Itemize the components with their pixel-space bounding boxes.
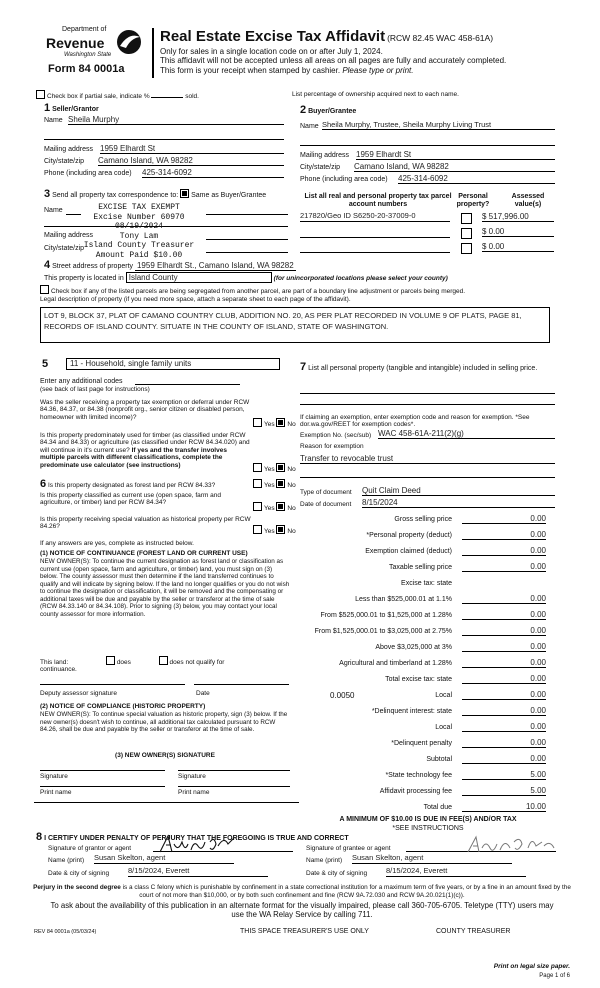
sec5-q2-answers [253,463,296,473]
header-line-1: Only for sales in a single location code on or after July 1, 2024. [160,47,383,57]
deputy-signature-line[interactable] [40,684,185,685]
notice-2-text: NEW OWNER(S): To continue special valuation as historic property, sign (3) below. If the new owner(s) doesn't wish to continue, all additional tax calculated pursuant to RCW 84.26, shall be due and payable by the seller or transferor at the time of sale. [40,711,288,734]
sec5-q2 [40,432,252,469]
assessed-value-field[interactable]: $ 0.00 [482,227,554,237]
calc-label: Less than $525,000.01 at 1.1% [355,596,452,603]
calc-row [296,802,556,817]
calc-row [296,754,556,769]
doc-type-row [300,486,555,496]
does-label: does [116,659,131,666]
street-label: Street address of property [52,263,134,270]
parcel-row [300,227,560,239]
segregate-label: Check box if any of the listed parcels are being segregated from another parcel, are part of a boundary line adjustment or parcels being merged. [51,288,466,295]
yes-checkbox[interactable] [253,463,262,472]
calc-value[interactable]: 10.00 [462,802,546,812]
doc-date-label: Date of document [300,501,352,508]
corr-name-label: Name [44,207,63,214]
seller-mailing-label: Mailing address [44,145,94,153]
stamp-line: Amount Paid $10.00 [95,250,183,260]
calc-label: Local [435,692,452,699]
sec6-q3: Is this property receiving special valuation as historical property per RCW 84.26? [40,516,251,531]
type-note: Please type or print. [342,65,414,75]
page-number: Page 1 of 6 [539,973,570,979]
this-land-label: This land: [40,659,69,666]
section-2-number: 2 [300,104,307,116]
calc-label: *State technology fee [385,772,452,779]
sec5-q2-text: Is this property predominately used for timber (as classified under RCW 84.34 and 84.33) or agriculture (as classified under RCW 84.34.020) and will continue in it's current use? [40,432,250,454]
exemption-text: If claiming an exemption, enter exemption code and reason for exemption. *See dor.wa.gov/REET for exemption codes*. [300,414,530,429]
no-checkbox[interactable] [276,502,285,511]
header-line-3 [160,66,580,75]
assessed-value-field[interactable]: $ 517,996.00 [482,212,554,222]
calc-value[interactable]: 0.00 [462,626,546,636]
sec5-q1: Was the seller receiving a property tax exemption or deferral under RCW 84.36, 84.37, or 84.38 (nonprofit org., senior citizen or disabled person, homeowner with limited income)? [40,399,250,421]
seller-city-field[interactable]: Camano Island, WA 98282 [98,156,284,166]
county-select[interactable]: Island County [126,272,272,283]
partial-percent-field[interactable] [151,97,183,98]
yes-label: Yes [264,466,275,473]
calc-row [296,578,556,593]
rev-label: REV 84 0001a (05/03/24) [34,929,97,935]
no-label: No [287,505,296,512]
dept-sub: Washington State [64,52,112,58]
legal-description-field[interactable] [40,307,550,343]
buyer-title: Buyer/Grantee [308,108,357,115]
calc-row [296,642,556,657]
continuance-label: continuance. [40,666,77,674]
buyer-phone-field[interactable]: 425-314-6092 [398,174,555,184]
yes-checkbox[interactable] [253,479,262,488]
calc-value[interactable]: 0.00 [462,690,546,700]
owner-print-line-1[interactable] [40,786,165,787]
buyer-section [300,104,555,188]
same-as-buyer-label: Same as Buyer/Grantee [191,192,267,199]
partial-sold-label: sold. [185,93,199,100]
calc-label: *Personal property (deduct) [366,532,452,539]
corr-city-line [206,252,288,253]
parcel-number-field[interactable] [300,242,450,253]
buyer-mailing-field[interactable]: 1959 Elhardt St [356,150,555,160]
section-6-number: 6 [40,478,47,490]
minimum-note: A MINIMUM OF $10.00 IS DUE IN FEE(S) AND/OR TAX [339,816,517,823]
calc-label: Local [435,724,452,731]
no-checkbox[interactable] [276,525,285,534]
see-instructions: *SEE INSTRUCTIONS [392,825,464,832]
seller-section [44,102,284,182]
dept-main: Revenue [46,35,105,51]
assessed-value-field[interactable]: $ 0.00 [482,242,554,252]
doc-type-label: Type of document [300,489,352,496]
calc-value[interactable]: 0.00 [462,562,546,572]
no-label: No [287,421,296,428]
seller-phone-label: Phone (including area code) [44,169,132,177]
local-rate: 0.0050 [330,691,355,700]
section-3-number: 3 [44,188,51,200]
yes-checkbox[interactable] [253,418,262,427]
personal-property-checkbox[interactable] [461,213,472,224]
partial-sale-row [36,90,199,100]
notice-1-title: (1) NOTICE OF CONTINUANCE (FOREST LAND OR CURRENT USE) [40,550,248,557]
dept-logo [38,26,158,76]
no-checkbox[interactable] [276,463,285,472]
calc-row [296,738,556,753]
calc-label: *Delinquent penalty [391,740,452,747]
calc-label: Above $3,025,000 at 3% [375,644,452,651]
calc-row [296,514,556,529]
legal-description-text: LOT 9, BLOCK 37, PLAT OF CAMANO COUNTRY CLUB, ADDITION NO. 20, AS PER PLAT RECORDED IN VOLUME 9 OF PLATS, PAGE 81, RECORDS OF ISLAND COUNTY. SITUATE IN THE COUNTY OF ISLAND, STATE OF WASHINGTON. [44,311,522,331]
calc-row [296,770,556,785]
buyer-phone-label: Phone (including area code) [300,175,388,183]
sig-grantor-label: Signature of grantor or agent [48,845,132,852]
doc-date-field[interactable]: 8/15/2024 [362,498,555,508]
alternate-format-text: To ask about the availability of this publication in an alternate format for the visually impaired, please call 360-705-6705. Teletype (TTY) users may use the WA Relay Service by calling 711. [50,901,554,919]
parcel-row [300,242,560,254]
form-title: Real Estate Excise Tax Affidavit [160,28,386,45]
no-label: No [287,482,296,489]
perjury-text [30,884,574,899]
calc-row [296,722,556,737]
corr-line-b [206,214,288,215]
section-7-title [300,361,555,374]
parcel-row [300,212,560,224]
sec6-note: If any answers are yes, complete as instructed below. [40,540,194,547]
calc-row [296,546,556,561]
print-name-label-1: Print name [40,789,72,796]
name-print-label: Name (print) [48,857,85,864]
calc-label: From $1,525,000.01 to $3,025,000 at 2.75% [314,628,452,635]
parcel-number-field[interactable] [300,227,450,238]
calc-label: Gross selling price [394,516,452,523]
land-use-select[interactable]: 11 - Household, single family units [66,358,280,370]
corr-city-label: City/state/zip [44,245,85,252]
name-print-label: Name (print) [306,857,343,864]
legal-paper-note: Print on legal size paper. [493,963,570,970]
additional-codes-field[interactable] [135,384,240,385]
perjury-body: is a class C felony which is punishable by confinement in a state correctional institution for a maximum term of five years, or by a fine in an amount fixed by the court of not more than $10,000, or by both such confinement and fine (RCW 9A.72.030 and RCW 9A.20.021(1)(c)). [120,884,571,899]
partial-sale-checkbox[interactable] [36,90,45,99]
personal-property-line-1[interactable] [300,393,555,394]
calc-label: Exemption claimed (deduct) [365,548,452,555]
deputy-date-line[interactable] [194,684,289,685]
calc-value[interactable]: 0.00 [462,610,546,620]
grantee-name-row [306,853,556,864]
section-1-number: 1 [44,102,51,114]
header-line-2: This affidavit will not be accepted unless all areas on all pages are fully and accurately completed. [160,56,507,66]
does-not-label: does not qualify for [169,659,225,666]
street-field[interactable]: 1959 Elhardt St., Camano Island, WA 98282 [136,261,294,270]
located-row [44,272,564,283]
calc-value[interactable]: 0.00 [462,594,546,604]
calc-value[interactable]: 0.00 [462,546,546,556]
notice-1-text: NEW OWNER(S): To continue the current designation as forest land or classification as current use (open space, farm and agriculture, or timber) land, you must sign on (3) below. The county assessor must then determine if the land transferred continues to qualify and will indicate by signing below. If the land no longer qualifies or you do not wish to continue the designation or classification, it will be removed and the compensating or additional taxes will be due and payable by the seller or transferor at the time of sale (RCW 84.33.140 or 84.34.108). Prior to signing (3) below, you may contact your local county assessor for more information. [40,558,290,618]
grantor-name-row [48,853,298,864]
personal-property-line-2[interactable] [300,404,555,405]
yes-label: Yes [264,505,275,512]
calc-row [296,610,556,625]
seller-mailing-field[interactable]: 1959 Elhardt St [100,144,284,154]
doc-type-field[interactable]: Quit Claim Deed [362,486,555,496]
county-treasurer-label: COUNTY TREASURER [436,928,511,935]
seller-title: Seller/Grantor [52,106,99,113]
calc-label: From $525,000.01 to $1,525,000 at 1.28% [320,612,452,619]
grantee-date-row [306,866,556,877]
sec6-q1-answers [253,479,296,489]
grantee-date-field[interactable]: 8/15/2024, Everett [386,867,526,877]
calc-value[interactable]: 0.00 [462,658,546,668]
stamp-line: Island County Treasurer [83,241,195,251]
yes-label: Yes [264,482,275,489]
notice-3-title: (3) NEW OWNER(S) SIGNATURE [115,752,215,759]
section-7-number: 7 [300,361,307,373]
seller-name-label: Name [44,116,63,124]
sec5-q2-note: If yes and the transfer involves multiple parcels with different classifications, complete the predominate use calculator (see instructions) [40,446,227,469]
form-title-block [160,28,580,75]
grantor-date-row [48,866,298,877]
legal-label: Legal description of property (if you need more space, attach a separate sheet to each page of the affidavit). [40,296,351,303]
form-number: Form 84 0001a [48,63,125,75]
exempt-stamp [74,203,204,261]
grantor-name-field[interactable]: Susan Skelton, agent [94,854,234,864]
no-label: No [287,466,296,473]
stamp-line: 08/19/2024 [114,222,163,232]
date-city-label: Date & city of signing [48,870,110,877]
calc-row [296,674,556,689]
calc-row [296,626,556,641]
does-checkbox[interactable] [106,656,115,665]
calc-value[interactable]: 0.00 [462,514,546,524]
owner-signature-line-1[interactable] [40,770,165,771]
signature-label-2: Signature [178,773,206,780]
grantor-date-field[interactable]: 8/15/2024, Everett [128,867,268,877]
buyer-city-label: City/state/zip [300,163,341,171]
date-city-label: Date & city of signing [306,870,368,877]
grantee-signature-icon [466,834,556,856]
calc-value[interactable]: 5.00 [462,770,546,780]
deputy-date-label: Date [196,690,210,697]
stamp-line: EXCISE TAX EXEMPT [98,203,180,212]
reason-field[interactable]: Transfer to revocable trust [300,454,555,464]
additional-codes-note: (see back of last page for instructions) [40,386,150,394]
no-checkbox[interactable] [276,418,285,427]
corr-mailing-label: Mailing address [44,232,94,239]
assessed-header: Assessed value(s) [511,193,545,209]
ownership-note: List percentage of ownership acquired next to each name. [292,91,459,98]
seller-city-label: City/state/zip [44,157,85,165]
calc-row [296,562,556,577]
calc-label: Total excise tax: state [385,676,452,683]
located-note: (for unincorporated locations please select your county) [273,275,448,282]
sec6-q1-text: Is this property designated as forest land per RCW 84.33? [47,482,216,489]
buyer-name-field[interactable]: Sheila Murphy, Trustee, Sheila Murphy Living Trust [322,121,555,131]
yes-checkbox[interactable] [253,502,262,511]
buyer-city-field[interactable]: Camano Island, WA 98282 [354,162,555,172]
seller-name-field[interactable]: Sheila Murphy [68,115,284,125]
located-label: This property is located in [44,275,124,282]
street-row [44,259,564,272]
section-4-number: 4 [44,259,51,271]
calc-row [296,786,556,801]
sec6-q2: Is this property classified as current use (open space, farm and agriculture, or timber) land per RCW 84.34? [40,492,222,507]
yes-label: Yes [264,528,275,535]
parcel-header: List all real and personal property tax parcel account numbers [304,193,452,209]
calc-row [296,706,556,721]
seller-phone-field[interactable]: 425-314-6092 [142,168,284,178]
calc-value[interactable]: 0.00 [462,754,546,764]
buyer-name-label: Name [300,122,319,130]
calc-label: Taxable selling price [388,564,452,571]
does-not-checkbox[interactable] [159,656,168,665]
calc-label: Total due [423,804,452,811]
calc-value[interactable]: 0.00 [462,738,546,748]
calc-value[interactable]: 0.00 [462,722,546,732]
section-5-number: 5 [42,358,49,370]
calc-row [296,530,556,545]
certify-title: I CERTIFY UNDER PENALTY OF PERJURY THAT THE FOREGOING IS TRUE AND CORRECT [44,835,349,842]
exemption-no-label: Exemption No. (sec/sub) [300,432,372,439]
calc-row [296,594,556,609]
calc-label: Subtotal [426,756,452,763]
partial-sale-label: Check box if partial sale, indicate % [47,93,150,100]
exemption-no-row [300,429,555,439]
calc-row [296,658,556,673]
calc-label: *Delinquent interest: state [371,708,452,715]
owner-signature-line-2[interactable] [178,770,290,771]
corr-mailing-line [206,239,288,240]
personal-property-checkbox[interactable] [461,243,472,254]
doc-date-row [300,498,555,508]
correspondence-section [44,188,289,201]
sec6-q1 [40,478,255,491]
calc-value[interactable]: 0.00 [462,642,546,652]
sig-grantee-label: Signature of grantee or agent [306,845,391,852]
perjury-bold: Perjury in the second degree [33,884,121,891]
form-title-ref: (RCW 82.45 WAC 458-61A) [387,33,494,43]
signature-label-1: Signature [40,773,68,780]
section-8-number: 8 [36,831,43,843]
calc-label: Affidavit processing fee [379,788,452,795]
deputy-label: Deputy assessor signature [40,690,117,697]
notice-2-title: (2) NOTICE OF COMPLIANCE (HISTORIC PROPERTY) [40,703,206,710]
stamp-line: Excise Number 60970 [93,212,185,222]
calc-value[interactable]: 0.00 [462,530,546,540]
seller-name-line-2 [44,129,284,140]
calc-label: Agricultural and timberland at 1.28% [339,660,452,667]
exemption-no-field[interactable]: WAC 458-61A-211(2)(g) [378,429,555,439]
additional-codes-label: Enter any additional codes [40,378,123,385]
sec6-q2-answers [253,502,296,512]
logo-icon [114,28,144,56]
reason-label: Reason for exemption [300,443,364,450]
personal-header: Personal property? [456,193,490,209]
segregate-checkbox[interactable] [40,285,49,294]
parcel-number-field[interactable]: 217820/Geo ID S6250-20-37009-0 [300,212,450,222]
yes-checkbox[interactable] [253,525,262,534]
grantor-signature-icon [158,832,238,856]
additional-codes-row [40,378,290,394]
correspondence-title: Send all property tax correspondence to: [52,192,179,199]
segregate-row [40,285,580,295]
personal-property-title: List all personal property (tangible and intangible) included in selling price. [308,365,538,372]
same-as-buyer-checkbox[interactable] [180,189,189,198]
dept-top: Department of [62,26,107,33]
calc-value[interactable]: 0.00 [462,706,546,716]
header-divider [152,28,154,78]
calc-value[interactable]: 5.00 [462,786,546,796]
no-label: No [287,528,296,535]
owner-print-line-2[interactable] [178,786,290,787]
sec8-top-rule [34,802,299,803]
calc-row [296,690,556,705]
sec5-q1-answers [253,418,296,428]
qualify-row [40,656,290,674]
yes-label: Yes [264,421,275,428]
receipt-note: This form is your receipt when stamped by cashier. [160,65,341,75]
no-checkbox[interactable] [276,479,285,488]
buyer-mailing-label: Mailing address [300,151,350,159]
reason-line-2[interactable] [300,477,555,478]
calc-value[interactable]: 0.00 [462,674,546,684]
calc-label: Excise tax: state [401,580,452,587]
grantee-name-field[interactable]: Susan Skelton, agent [352,854,512,864]
print-name-label-2: Print name [178,789,210,796]
buyer-name-line-2 [300,135,555,146]
stamp-line: Tony Lam [119,231,159,241]
treasurer-space-label: THIS SPACE TREASURER'S USE ONLY [240,928,369,935]
sec6-q3-answers [253,525,296,535]
personal-property-checkbox[interactable] [461,228,472,239]
